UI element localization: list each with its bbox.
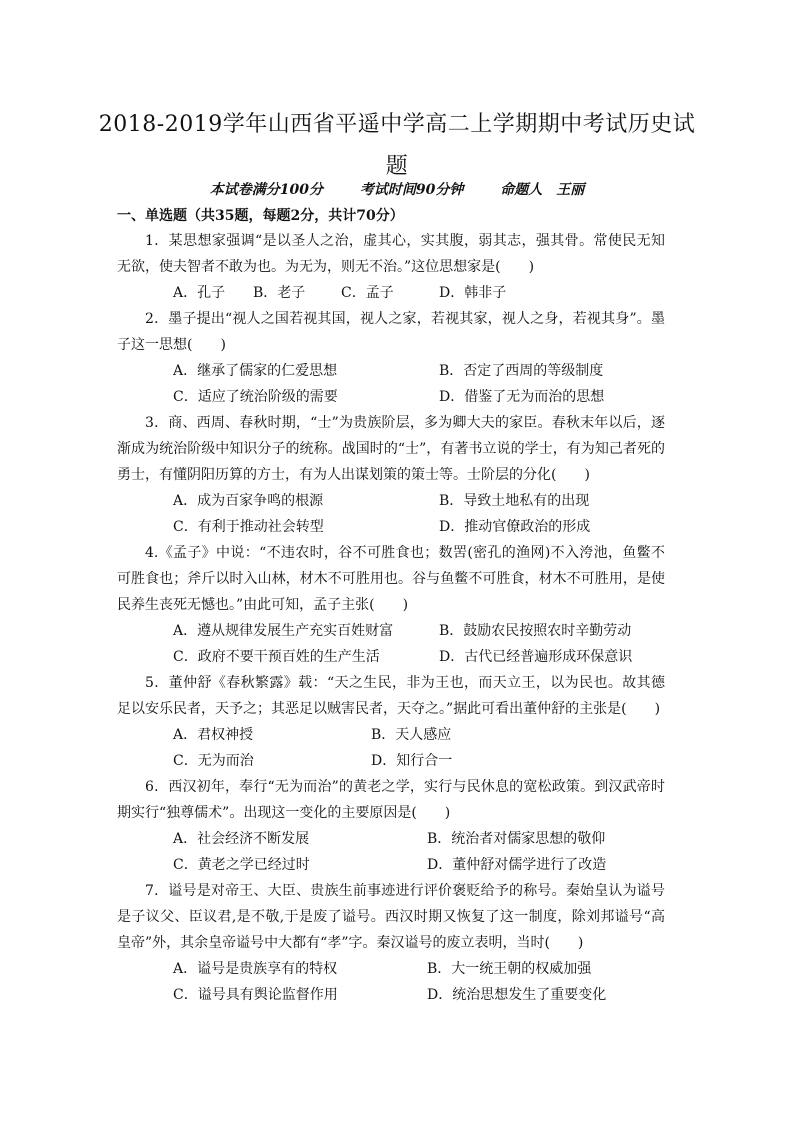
question-options	[117, 488, 665, 514]
question-options	[117, 358, 665, 384]
option: C．适应了统治阶级的需要	[173, 389, 338, 405]
option: B．导致土地私有的出现	[439, 493, 590, 509]
questions-list	[117, 228, 665, 1008]
question-options	[117, 514, 665, 540]
option: B．天人感应	[371, 727, 452, 743]
option: D．知行合一	[371, 753, 453, 769]
option: D．统治思想发生了重要变化	[427, 987, 607, 1003]
option: D．韩非子	[439, 285, 507, 301]
option: A．孔子	[173, 285, 226, 301]
option: A．君权神授	[173, 727, 254, 743]
option: D．董仲舒对儒学进行了改造	[427, 857, 607, 873]
option: C．孟子	[341, 285, 394, 301]
option: C．政府不要干预百姓的生产生活	[173, 649, 380, 665]
option: C．谥号具有舆论监督作用	[173, 987, 338, 1003]
question-options	[117, 644, 665, 670]
exam-info-line	[0, 179, 794, 199]
question-stem: 1．某思想家强调“是以圣人之治，虚其心，实其腹，弱其志，强其骨。常使民无知无欲，使夫智者不敢为也。为无为，则无不治。”这位思想家是( )	[117, 233, 665, 275]
question-stem: 7．谥号是对帝王、大臣、贵族生前事迹进行评价褒贬给予的称号。秦始皇认为谥号是子议父、臣议君,是不敬,于是废了谥号。西汉时期又恢复了这一制度，除刘邦谥号“高皇帝”外，其余皇帝谥号中大都有“孝”字。秦汉谥号的废立表明，当时( )	[117, 883, 665, 951]
option: B．否定了西周的等级制度	[439, 363, 604, 379]
question-stem: 6．西汉初年，奉行“无为而治”的黄老之学，实行与民休息的宽松政策。到汉武帝时期实行“独尊儒术”。出现这一变化的主要原因是( )	[117, 779, 665, 821]
option: A．继承了儒家的仁爱思想	[173, 363, 338, 379]
option: A．遵从规律发展生产充实百姓财富	[173, 623, 394, 639]
option: A．社会经济不断发展	[173, 831, 310, 847]
option: D．推动官僚政治的形成	[439, 519, 591, 535]
option: C．黄老之学已经过时	[173, 857, 310, 873]
question-options	[117, 748, 665, 774]
question-stem: 2．墨子提出“视人之国若视其国，视人之家，若视其家，视人之身，若视其身”。墨子这一思想( )	[117, 311, 665, 353]
option: C．无为而治	[173, 753, 254, 769]
section-heading: 一、单选题（共35题，每题2分，共计70分）	[117, 208, 404, 224]
option: D．借鉴了无为而治的思想	[439, 389, 605, 405]
question-options	[117, 852, 665, 878]
question-options	[117, 826, 665, 852]
question-options	[117, 982, 665, 1008]
question-stem: 3．商、西周、春秋时期，“士”为贵族阶层，多为卿大夫的家臣。春秋末年以后，逐渐成为统治阶级中知识分子的统称。战国时的“士”，有著书立说的学士，有为知己者死的勇士，有懂阴阳历算的方士，有为人出谋划策的策士等。士阶层的分化( )	[117, 415, 665, 483]
full-score: 本试卷满分100分	[209, 182, 323, 198]
option: B．老子	[253, 285, 306, 301]
question-options	[117, 384, 665, 410]
question-stem: 5．董仲舒《春秋繁露》载：“天之生民，非为王也，而天立王，以为民也。故其德足以安乐民者，天予之；其恶足以贼害民者，天夺之。”据此可看出董仲舒的主张是( )	[117, 675, 665, 717]
question-options	[117, 956, 665, 982]
option: B．鼓励农民按照农时辛勤劳动	[439, 623, 632, 639]
option: A．成为百家争鸣的根源	[173, 493, 324, 509]
option: B．大一统王朝的权威加强	[427, 961, 592, 977]
question-author: 命题人 王丽	[500, 182, 585, 198]
option: C．有利于推动社会转型	[173, 519, 324, 535]
option: B．统治者对儒家思想的敬仰	[427, 831, 606, 847]
option: A．谥号是贵族享有的特权	[173, 961, 338, 977]
question-options	[117, 280, 665, 306]
question-stem: 4.《孟子》中说：“不违农时，谷不可胜食也；数罟(密孔的渔网)不入洿池，鱼鳖不可胜食也；斧斤以时入山林，材木不可胜用也。谷与鱼鳖不可胜食，材木不可胜用，是使民养生丧死无憾也。”由此可知，孟子主张( )	[117, 545, 665, 613]
question-options	[117, 618, 665, 644]
exam-time: 考试时间90分钟	[359, 182, 464, 198]
question-options	[117, 722, 665, 748]
document-title: 2018-2019学年山西省平遥中学高二上学期期中考试历史试题	[98, 112, 696, 179]
option: D．古代已经普遍形成环保意识	[439, 649, 633, 665]
